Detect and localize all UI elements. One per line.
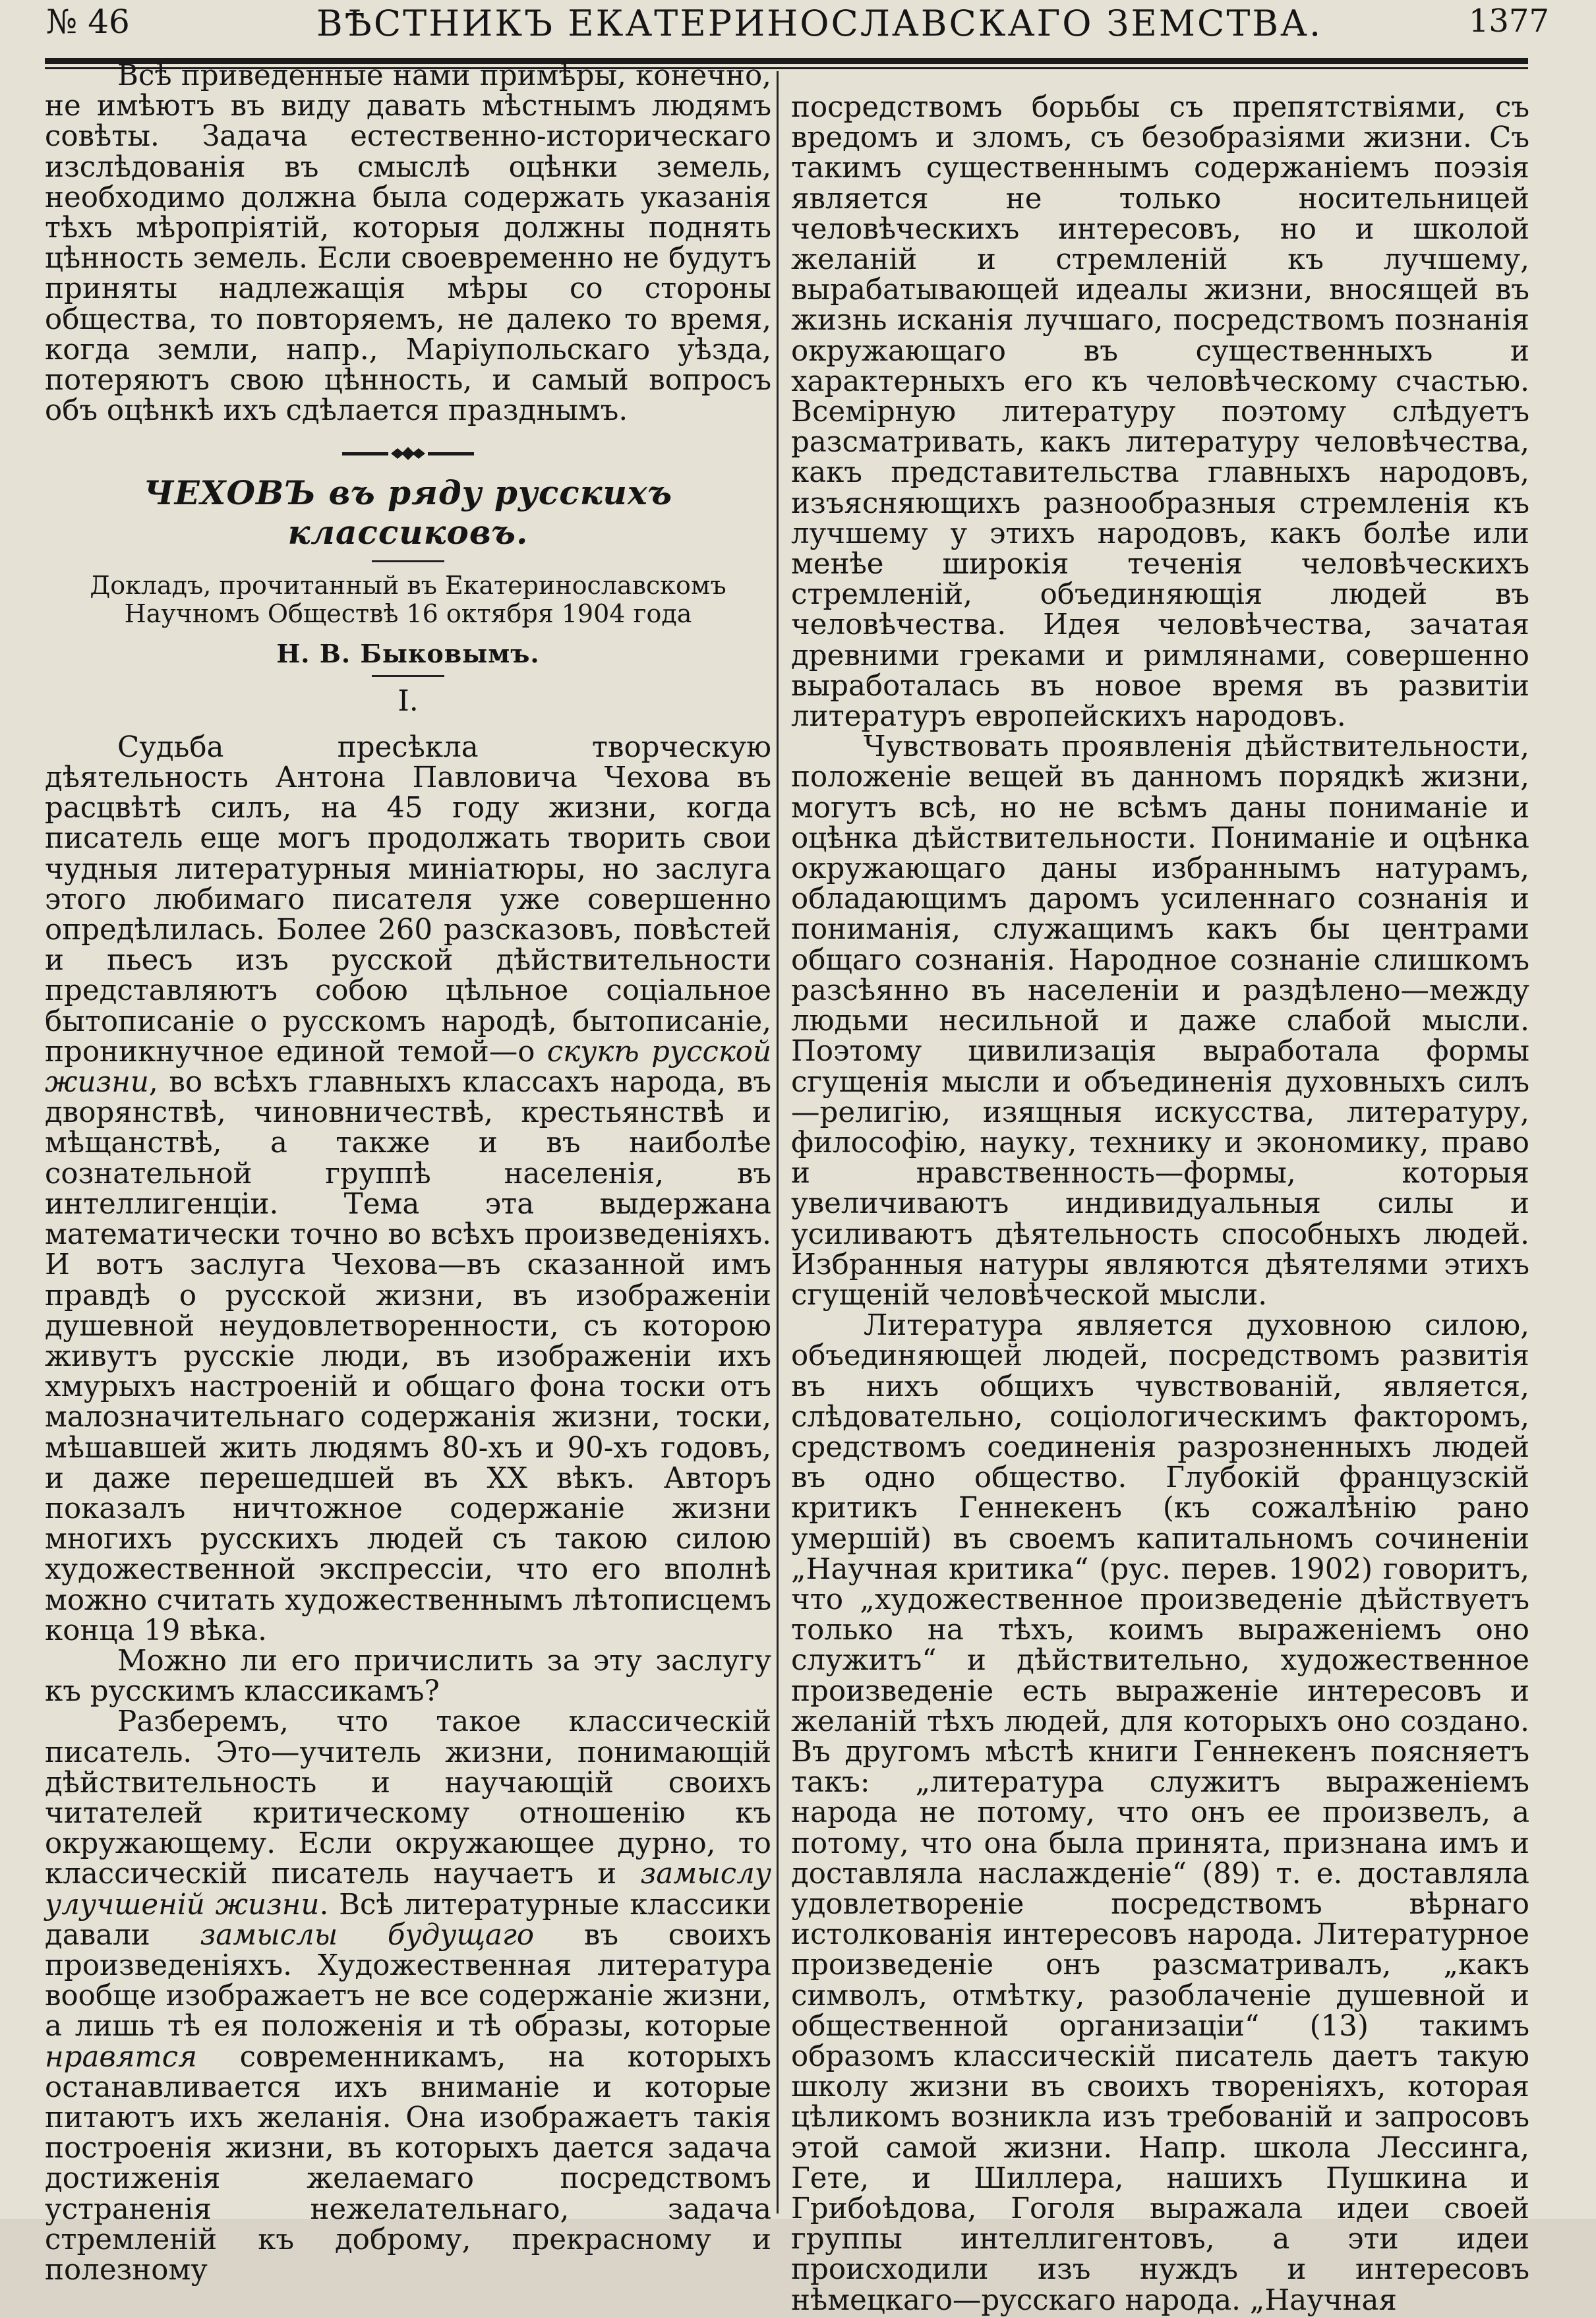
journal-title: ВѢСТНИКЪ ЕКАТЕРИНОСЛАВСКАГО ЗЕМСТВА. — [316, 3, 1323, 44]
paragraph-2: Можно ли его причислить за эту заслугу къ русскимъ классикамъ? — [45, 1644, 771, 1709]
article-author: Н. В. Быковымъ. — [276, 639, 540, 669]
text-run: , во всѣхъ главныхъ классахъ народа, въ дворянствѣ, чиновничествѣ, крестьянствѣ и мѣщанствѣ, а также и въ наиболѣе сознательной группѣ населенія, въ интеллигенціи. Тема эта выдержана математически точно во всѣхъ произведеніяхъ. И вотъ заслуга Чехова—въ сказанной имъ правдѣ о русской жизни, въ изображеніи душевной неудовлетворенности, съ которою живутъ русскіе люди, въ изображеніи ихъ хмурыхъ настроеній и общаго фона тоски отъ малозначительнаго содержанія жизни, тоски, мѣшавшей жить людямъ 80-хъ и 90-хъ годовъ, и даже перешедшей въ XX вѣкъ. Авторъ показалъ ничтожное содержаніе жизни многихъ русскихъ людей съ такою силою художественной экспрессіи, что его вполнѣ можно считать художественнымъ лѣтописцемъ конца 19 вѣка. — [45, 1066, 771, 1647]
emphasis-text: замыслу улучшеній жизни — [45, 1858, 771, 1921]
column-divider — [777, 71, 779, 2214]
text-run: Разберемъ, что такое классическій писатель. Это—учитель жизни, понимающій дѣйствительность и научающій своихъ читателей критическому отношенію къ окружающему. Если окружающее дурно, то классическій писатель научаетъ и — [45, 1705, 771, 1891]
paragraph-1 — [45, 732, 771, 1646]
section-number: I. — [398, 684, 419, 718]
right-paragraph-1: посредствомъ борьбы съ препятствіями, съ вредомъ и зломъ, съ безобразіями жизни. Съ такимъ существеннымъ содержаніемъ поэзія является не только носительницей человѣческихъ интересовъ, но и школой желаній и стремленій къ лучшему, вырабатывающей идеалы жизни, вносящей въ жизнь исканія лучшаго, посредствомъ познанія окружающаго въ существенныхъ и характерныхъ его къ человѣческому счастью. Всемірную литературу поэтому слѣдуетъ разсматривать, какъ литературу человѣчества, какъ представительства главныхъ народовъ, изъясняющихъ разнообразныя стремленія къ лучшему у этихъ народовъ, какъ болѣе или менѣе широкія теченія человѣческихъ стремленій, объединяющія людей въ человѣчества. Идея человѣчества, зачатая древними греками и римлянами, совершенно выработалась въ новое время въ развитіи литературъ европейскихъ народовъ. — [791, 91, 1529, 734]
emphasis-text: нравятся — [45, 2040, 197, 2074]
right-paragraph-2: Чувствовать проявленія дѣйствительности, положеніе вещей въ данномъ порядкѣ жизни, могутъ всѣ, но не всѣмъ даны пониманіе и оцѣнка дѣйствительности. Пониманіе и оцѣнка окружающаго даны избраннымъ натурамъ, обладающимъ даромъ усиленнаго сознанія и пониманія, служащимъ какъ бы центрами общаго сознанія. Народное сознаніе слишкомъ разсѣянно въ населеніи и раздѣлено—между людьми несильной и даже слабой мысли. Поэтому цивилизація выработала формы сгущенія мысли и объединенія духовныхъ силъ—религію, изящныя искусства, литературу, философію, науку, технику и экономику, право и нравственность—формы, которыя увеличиваютъ индивидуальныя силы и усиливаютъ дѣятельность способныхъ людей. Избранныя натуры являются дѣятелями этихъ сгущеній человѣческой мысли. — [791, 730, 1529, 1312]
text-run: въ своихъ произведеніяхъ. Художественная литература вообще изображаетъ не все содержаніе жизни, а лишь тѣ ея положенія и тѣ образы, которые — [45, 1918, 771, 2043]
author-rule — [372, 675, 444, 677]
text-run: современникамъ, на которыхъ останавливается ихъ вниманіе и которые питаютъ ихъ желанія. Она изображаетъ такія построенія жизни, въ которыхъ дается задача достиженія желаемаго посредствомъ устраненія нежелательнаго, задача стремленій къ доброму, прекрасному и полезному — [45, 2040, 771, 2287]
article-subtitle: Докладъ, прочитанный въ Екатеринославскомъ Научномъ Обществѣ 16 октября 1904 года — [90, 571, 726, 629]
title-rule — [372, 560, 444, 562]
left-column — [45, 61, 771, 2285]
paragraph-3 — [45, 1707, 771, 2285]
page-header — [46, 3, 1549, 49]
right-paragraph-3: Литература является духовною силою, объединяющей людей, посредствомъ развитія въ нихъ общихъ чувствованій, является, слѣдовательно, соціологическимъ факторомъ, средствомъ соединенія разрозненныхъ людей въ одно общество. Глубокій французскій критикъ Геннекенъ (къ сожалѣнію рано умершій) въ своемъ капитальномъ сочиненіи „Научная критика“ (рус. перев. 1902) говоритъ, что „художественное произведеніе дѣйствуетъ только на тѣхъ, коимъ выраженіемъ оно служитъ“ и дѣйствительно, художественное произведеніе есть выраженіе интересовъ и желаній тѣхъ людей, для которыхъ оно создано. Въ другомъ мѣстѣ книги Геннекенъ поясняетъ такъ: „литература служитъ выраженіемъ народа не потому, что онъ ее произвелъ, а потому, что она была принята, признана имъ и доставляла наслажденіе“ (89) т. е. доставляла удовлетвореніе посредствомъ вѣрнаго истолкованія интересовъ народа. Литературное произведеніе онъ разсматривалъ, „какъ символъ, отмѣтку, разоблаченіе душевной и общественной организаціи“ (13) такимъ образомъ классическій писатель даетъ такую школу жизни въ своихъ твореніяхъ, которая цѣликомъ возникла изъ требованій и запросовъ этой самой жизни. Напр. школа Лессинга, Гете, и Шиллера, нашихъ Пушкина и Грибоѣдова, Гоголя выражала идеи своей группы интеллигентовъ, а эти идеи происходили изъ нуждъ и интересовъ нѣмецкаго—русскаго народа. „Научная — [791, 1309, 1529, 2317]
issue-number: № 46 — [46, 3, 130, 41]
emphasis-text: скукѣ русской жизни — [45, 1035, 771, 1100]
intro-paragraph: Всѣ приведенные нами примѣры, конечно, не имѣютъ въ виду давать мѣстнымъ людямъ совѣты. Задача естественно-историческаго изслѣдованія въ смыслѣ оцѣнки земель, необходимо должна была содержать указанія тѣхъ мѣропріятій, которыя должны поднять цѣнность земель. Если своевременно не будутъ приняты надлежащія мѣры со стороны общества, то повторяемъ, не далеко то время, когда земли, напр., Маріупольскаго уѣзда, потеряютъ свою цѣнность, и самый вопросъ объ оцѣнкѣ ихъ сдѣлается празднымъ. — [45, 59, 771, 428]
emphasis-text: замыслы будущаго — [200, 1918, 535, 1952]
article-title: ЧЕХОВЪ въ ряду русскихъ классиковъ. — [143, 473, 673, 552]
text-run: . Всѣ литературные классики давали — [45, 1888, 771, 1952]
page-number: 1377 — [1468, 3, 1549, 40]
ornament-divider-icon — [342, 446, 474, 461]
right-column — [791, 92, 1529, 2316]
text-run: Судьба пресѣкла творческую дѣятельность Антона Павловича Чехова въ расцвѣтѣ силъ, на 45 году жизни, когда писатель еще могъ продолжать творить свои чудныя литературныя миніатюры, но заслуга этого любимаго писателя уже совершенно опредѣлилась. Более 260 разсказовъ, повѣстей и пьесъ изъ русской дѣйствительности представляютъ собою цѣльное соціальное бытописаніе о русскомъ народѣ, бытописаніе, проникнучное единой темой—о — [45, 730, 771, 1069]
